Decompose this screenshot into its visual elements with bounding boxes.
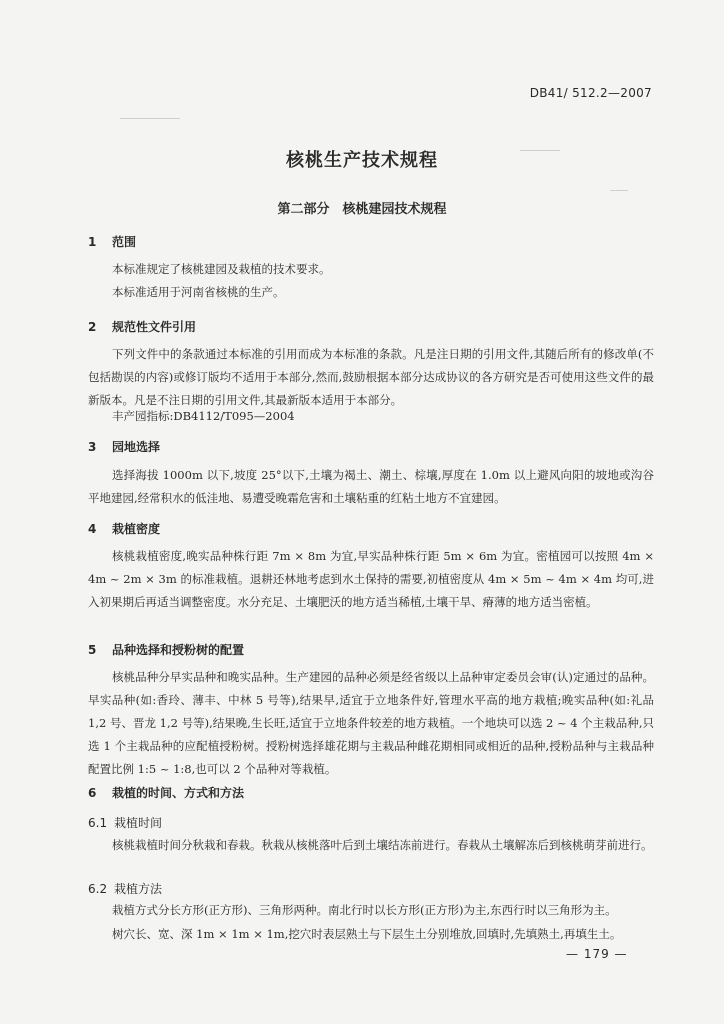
subsection-6-2-paragraph-1: 栽植方式分长方形(正方形)、三角形两种。南北行时以长方形(正方形)为主,东西行时以三角形为主。 xyxy=(112,903,617,917)
standard-code: DB41/ 512.2—2007 xyxy=(529,86,652,100)
section-number: 4 xyxy=(88,522,97,536)
section-title: 品种选择和授粉树的配置 xyxy=(112,643,245,657)
section-number: 3 xyxy=(88,440,97,454)
section-number: 1 xyxy=(88,235,97,249)
section-title: 栽植的时间、方式和方法 xyxy=(112,786,245,800)
section-title: 栽植密度 xyxy=(112,522,161,536)
document-subtitle: 第二部分 核桃建园技术规程 xyxy=(277,202,447,217)
section-number: 5 xyxy=(88,643,97,657)
section-title: 范围 xyxy=(112,235,137,249)
subsection-number: 6.1 xyxy=(88,816,108,830)
section-5-paragraph-1: 核桃品种分早实品种和晚实品种。生产建园的品种必须是经省级以上品种审定委员会审(认)定通过的品种。早实品种(如:香玲、薄丰、中林 5 号等),结果早,适宜于立地条件好,管理水平高的地方栽植;晚实品种(如:礼品 1,2 号、晋龙 1,2 号等),结果晚,生长旺,适宜于立地条件较差的地方栽植。一个地块可以选 2 ~ 4 个主栽品种,只选 1 个主栽品种的应配植授粉树。授粉树选择雄花期与主栽品种雌花期相同或相近的品种,授粉品种与主栽品种配置比例 1:5 ~ 1:8,也可以 2 个品种对等栽植。 xyxy=(88,670,654,776)
section-title: 园地选择 xyxy=(112,440,161,454)
section-4-paragraph-1: 核桃栽植密度,晚实品种株行距 7m × 8m 为宜,早实品种株行距 5m × 6m 为宜。密植园可以按照 4m × 4m ~ 2m × 3m 的标准栽植。退耕还林地考虑到水土保持的需要,初植密度从 4m × 5m ~ 4m × 4m 均可,进入初果期后再适当调整密度。水分充足、土壤肥沃的地方适当稀植,土壤干旱、瘠薄的地方适当密植。 xyxy=(88,549,654,609)
subsection-6-1-heading xyxy=(88,814,162,831)
section-5-heading xyxy=(88,641,244,658)
section-3-heading xyxy=(88,438,160,455)
section-2-paragraph-2: 丰产园指标:DB4112/T095—2004 xyxy=(112,409,295,423)
section-4-heading xyxy=(88,520,160,537)
subsection-6-1-paragraph-1: 核桃栽植时间分秋栽和春栽。秋栽从核桃落叶后到土壤结冻前进行。春栽从土壤解冻后到核桃萌芽前进行。 xyxy=(112,838,653,852)
section-1-heading xyxy=(88,233,136,250)
section-2-heading xyxy=(88,318,196,335)
section-2-paragraph-1: 下列文件中的条款通过本标准的引用而成为本标准的条款。凡是注日期的引用文件,其随后所有的修改单(不包括勘误的内容)或修订版均不适用于本部分,然而,鼓励根据本部分达成协议的各方研究是否可使用这些文件的最新版本。凡是不注日期的引用文件,其最新版本适用于本部分。 xyxy=(88,347,654,407)
section-number: 2 xyxy=(88,320,97,334)
section-3-paragraph-1: 选择海拔 1000m 以下,坡度 25°以下,土壤为褐土、潮土、棕壤,厚度在 1.0m 以上避风向阳的坡地或沟谷平地建园,经常积水的低洼地、易遭受晚霜危害和土壤粘重的红粘土地方不宜建园。 xyxy=(88,468,654,505)
page-number: — 179 — xyxy=(566,947,628,961)
section-1-paragraph-2: 本标准适用于河南省核桃的生产。 xyxy=(112,285,285,299)
section-1-paragraph-1: 本标准规定了核桃建园及栽植的技术要求。 xyxy=(112,262,331,276)
subsection-number: 6.2 xyxy=(88,882,108,896)
subsection-title: 栽植时间 xyxy=(114,816,163,830)
section-6-heading xyxy=(88,784,244,801)
subsection-6-2-heading xyxy=(88,880,162,897)
section-number: 6 xyxy=(88,786,97,800)
subsection-6-2-paragraph-2: 树穴长、宽、深 1m × 1m × 1m,挖穴时表层熟土与下层生土分别堆放,回填时,先填熟土,再填生土。 xyxy=(112,927,622,941)
subsection-title: 栽植方法 xyxy=(114,882,163,896)
scan-speck xyxy=(520,150,560,151)
scan-speck xyxy=(610,190,628,191)
scan-speck xyxy=(120,118,180,119)
document-title: 核桃生产技术规程 xyxy=(286,150,438,171)
section-title: 规范性文件引用 xyxy=(112,320,197,334)
